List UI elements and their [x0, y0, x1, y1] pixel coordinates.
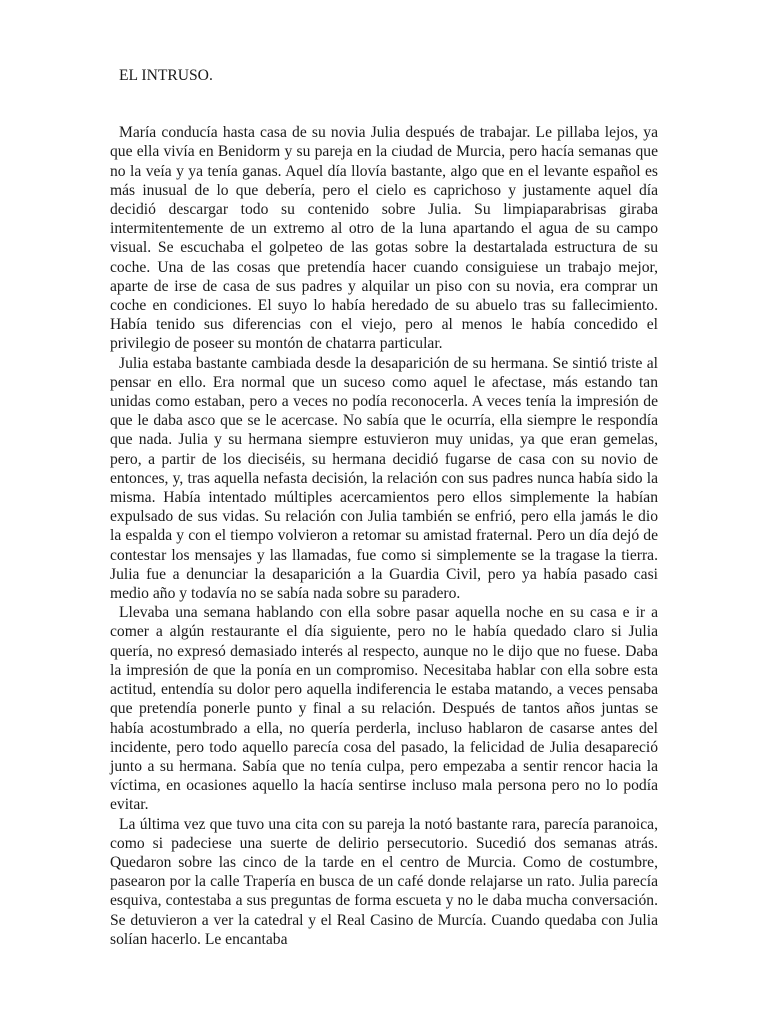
- paragraph: María conducía hasta casa de su novia Julia después de trabajar. Le pillaba lejos, ya que ella vivía en Benidorm y su pareja en la ciudad de Murcia, pero hacía semanas que no la veía y ya tenía ganas. Aquel día llovía bastante, algo que en el levante español es más inusual de lo que debería, pero el cielo es caprichoso y justamente aquel día decidió descargar todo su contenido sobre Julia. Su limpiaparabrisas giraba intermitentemente de un extremo al otro de la luna apartando el agua de su campo visual. Se escuchaba el golpeteo de las gotas sobre la destartalada estructura de su coche. Una de las cosas que pretendía hacer cuando consiguiese un trabajo mejor, aparte de irse de casa de sus padres y alquilar un piso con su novia, era comprar un coche en condiciones. El suyo lo había heredado de su abuelo tras su fallecimiento. Había tenido sus diferencias con el viejo, pero al menos le había concedido el privilegio de poseer su montón de chatarra particular.: [110, 124, 658, 353]
- document-page: [110, 66, 658, 949]
- paragraph: La última vez que tuvo una cita con su pareja la notó bastante rara, parecía paranoica, como si padeciese una suerte de delirio persecutorio. Sucedió dos semanas atrás. Quedaron sobre las cinco de la tarde en el centro de Murcia. Como de costumbre, pasearon por la calle Trapería en busca de un café donde relajarse un rato. Julia parecía esquiva, contestaba a sus preguntas de forma escueta y no le daba mucha conversación. Se detuvieron a ver la catedral y el Real Casino de Murcía. Cuando quedaba con Julia solían hacerlo. Le encantaba: [110, 815, 658, 948]
- paragraph: Julia estaba bastante cambiada desde la desaparición de su hermana. Se sintió triste al pensar en ello. Era normal que un suceso como aquel le afectase, más estando tan unidas como estaban, pero a veces no podía reconocerla. A veces tenía la impresión de que le daba asco que se le acercase. No sabía que le ocurría, ella siempre le respondía que nada. Julia y su hermana siempre estuvieron muy unidas, ya que eran gemelas, pero, a partir de los dieciséis, su hermana decidió fugarse de casa con su novio de entonces, y, tras aquella nefasta decisión, la relación con sus padres nunca había sido la misma. Había intentado múltiples acercamientos pero ellos simplemente la habían expulsado de sus vidas. Su relación con Julia también se enfrió, pero ella jamás le dio la espalda y con el tiempo volvieron a retomar su amistad fraternal. Pero un día dejó de contestar los mensajes y las llamadas, fue como si simplemente se la tragase la tierra. Julia fue a denunciar la desaparición a la Guardia Civil, pero ya había pasado casi medio año y todavía no se sabía nada sobre su paradero.: [110, 354, 658, 603]
- document-body: [110, 123, 658, 949]
- paragraph: Llevaba una semana hablando con ella sobre pasar aquella noche en su casa e ir a comer a algún restaurante el día siguiente, pero no le había quedado claro si Julia quería, no expresó demasiado interés al respecto, aunque no le dijo que no fuese. Daba la impresión de que la ponía en un compromiso. Necesitaba hablar con ella sobre esta actitud, entendía su dolor pero aquella indiferencia le estaba matando, a veces pensaba que pretendía ponerle punto y final a su relación. Después de tantos años juntas se había acostumbrado a ella, no quería perderla, incluso hablaron de casarse antes del incidente, pero todo aquello parecía cosa del pasado, la felicidad de Julia desapareció junto a su hermana. Sabía que no tenía culpa, pero empezaba a sentir rencor hacia la víctima, en ocasiones aquello la hacía sentirse incluso mala persona pero no lo podía evitar.: [110, 604, 658, 814]
- document-title: EL INTRUSO.: [119, 67, 213, 84]
